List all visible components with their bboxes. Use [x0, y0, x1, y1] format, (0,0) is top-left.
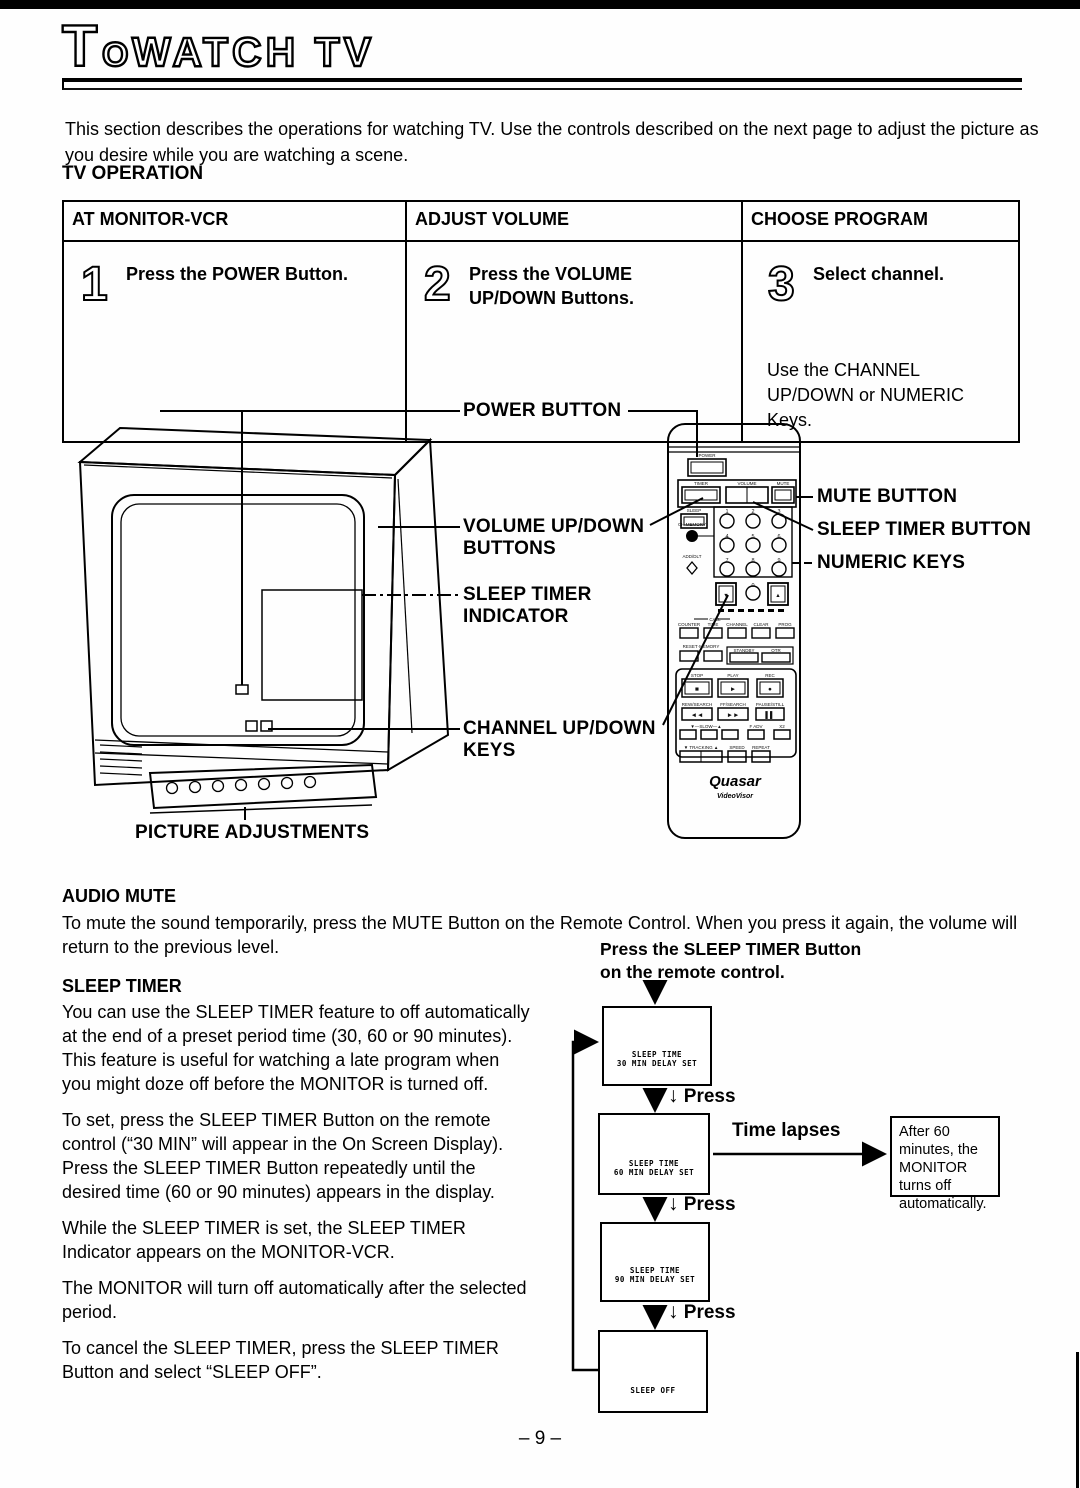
osd-line1: SLEEP TIME [631, 1050, 683, 1059]
remote-mute-label: MUTE [776, 481, 790, 486]
remote-control-drawing [668, 424, 800, 838]
tv-remote-diagram [0, 395, 1080, 880]
rew-icon: ◄◄ [690, 712, 704, 719]
digit-0: 0 [751, 583, 755, 589]
remote-slow-label: ▼—SLOW—▲ [690, 724, 722, 729]
step-digit: 1 [81, 258, 108, 311]
channel-up-icon: ▲ [775, 593, 781, 599]
audio-mute-body: To mute the sound temporarily, press the MUTE Button on the Remote Control. When you press it again, the volume will return to the previous level. [62, 913, 1018, 957]
osd-line2: 90 MIN DELAY SET [614, 1275, 696, 1284]
digit-5: 5 [751, 534, 755, 540]
pause-icon: ▌▌ [765, 712, 775, 719]
osd-line1: SLEEP TIME [628, 1159, 680, 1168]
play-icon: ► [729, 686, 737, 693]
intro-paragraph: This section describes the operations for watching TV. Use the controls described on the next page to adjust the picture as you desire while you are watching a scene. [65, 119, 1039, 165]
flow-caption-line2: on the remote control. [600, 962, 785, 982]
press-text: Press [683, 1086, 736, 1107]
remote-prog-label: PROG [778, 622, 792, 627]
step-instruction: Select channel. [813, 264, 945, 284]
remote-stop-label: STOP [690, 673, 704, 678]
digit-1: 1 [725, 509, 729, 515]
digit-8: 8 [751, 558, 755, 564]
col-header-program: CHOOSE PROGRAM [742, 201, 1019, 241]
remote-tracking-label: ▼ TRACKING ▲ [683, 745, 719, 750]
title-letter-o: O [102, 36, 129, 74]
audio-mute-heading: AUDIO MUTE [62, 886, 176, 906]
callout-volume-updown: VOLUME UP/DOWN BUTTONS [463, 516, 645, 559]
down-arrow-icon: ↓ [668, 1192, 679, 1215]
scan-edge-mark [1076, 1352, 1079, 1488]
timer-result-note: After 60 minutes, the MONITOR turns off automatically. [890, 1116, 1000, 1197]
osd-screen-sleep-off [598, 1330, 708, 1413]
sleep-timer-paragraph: The MONITOR will turn off automatically after the selected period. [62, 1278, 527, 1322]
remote-f-adv-label: F ADV [749, 724, 763, 729]
osd-line1: SLEEP OFF [630, 1386, 676, 1395]
sleep-timer-heading: SLEEP TIMER [62, 976, 182, 996]
osd-screen-30min [602, 1006, 712, 1086]
osd-line1: SLEEP TIME [629, 1266, 681, 1275]
digit-9: 9 [777, 558, 781, 564]
remote-otr-label: OTR [771, 648, 781, 653]
remote-timer-label: TIMER [694, 481, 708, 486]
callout-sleep-timer-indicator: SLEEP TIMER INDICATOR [463, 584, 592, 627]
digit-2: 2 [751, 509, 755, 515]
remote-ch-memory-label: CH MEMORY [678, 522, 706, 527]
callout-picture-adjustments: PICTURE ADJUSTMENTS [135, 822, 370, 843]
sleep-timer-paragraph: To cancel the SLEEP TIMER, press the SLEEP TIMER Button and select “SLEEP OFF”. [62, 1338, 499, 1382]
channel-down-icon: ▼ [723, 593, 729, 599]
remote-rec-label: REC [765, 673, 775, 678]
remote-repeat-label: REPEAT [752, 745, 770, 750]
flow-caption [600, 938, 920, 984]
osd-screen-60min [598, 1113, 710, 1195]
table-header-row [63, 201, 1019, 241]
remote-volume-label: VOLUME [737, 481, 757, 486]
remote-call-label: CALL [709, 617, 721, 622]
remote-sleep-label: SLEEP [686, 508, 702, 513]
osd-line2: 60 MIN DELAY SET [613, 1168, 695, 1177]
callout-channel-updown: CHANNEL UP/DOWN KEYS [463, 718, 656, 761]
digit-4: 4 [725, 534, 729, 540]
osd-line2: 30 MIN DELAY SET [616, 1059, 698, 1068]
sleep-timer-paragraph: To set, press the SLEEP TIMER Button on the remote control (“30 MIN” will appear in the On Screen Display). Press the SLEEP TIMER Button repeatedly until the desired time (60 or 90 minutes) appears in the display. [62, 1110, 504, 1202]
remote-brand-sub: VideoVisor [716, 793, 754, 800]
remote-time-label: TIME [707, 622, 719, 627]
press-label [668, 1084, 736, 1108]
digit-3: 3 [777, 509, 781, 515]
remote-ff-label: FF/SEARCH [720, 702, 746, 707]
stop-icon: ■ [695, 686, 699, 693]
title-rule [62, 78, 1022, 90]
step-number-2 [421, 254, 453, 312]
step-instruction: Press the POWER Button. [126, 264, 349, 284]
remote-power-label: POWER [698, 453, 716, 458]
press-label [668, 1192, 736, 1216]
digit-6: 6 [777, 534, 781, 540]
callout-mute-button: MUTE BUTTON [817, 486, 958, 507]
time-lapses-label: Time lapses [732, 1120, 841, 1141]
remote-add-dlt-label: ADD/DLT [682, 554, 702, 559]
down-arrow-icon: ↓ [668, 1084, 679, 1107]
rec-icon: ● [768, 686, 772, 693]
remote-brand-logo: Quasar [709, 773, 761, 790]
sleep-timer-paragraph: You can use the SLEEP TIMER feature to off automatically at the end of a preset period time (30, 60 or 90 minutes). This feature is useful for watching a late program when you might doze off before the MONITOR is turned off. [62, 1002, 530, 1094]
tv-monitor-drawing [80, 428, 448, 813]
title-letter-t: T [62, 14, 98, 78]
remote-rew-label: REW/SEARCH [681, 702, 713, 707]
osd-screen-90min [600, 1222, 710, 1302]
step-instruction: Press the VOLUME UP/DOWN Buttons. [469, 264, 634, 308]
step-note: Use the CHANNEL UP/DOWN or NUMERIC Keys. [767, 360, 964, 430]
press-text: Press [683, 1302, 736, 1323]
sleep-timer-body [62, 1000, 532, 1396]
sleep-timer-flow-diagram [560, 930, 1080, 1488]
remote-pause-label: PAUSE/STILL [755, 702, 785, 707]
down-arrow-icon: ↓ [668, 1300, 679, 1323]
page-number: – 9 – [518, 1428, 562, 1449]
remote-x2-label: X2 [779, 724, 785, 729]
diagram-artwork [0, 395, 1080, 880]
flow-caption-line1: Press the SLEEP TIMER Button [600, 939, 862, 959]
digit-7: 7 [725, 558, 729, 564]
remote-reset-memory-label: RESET·MEMORY [682, 644, 720, 649]
remote-channel-label: CHANNEL [726, 622, 748, 627]
press-text: Press [683, 1194, 736, 1215]
title-rest: WATCH TV [132, 29, 376, 75]
step-digit: 2 [424, 258, 451, 311]
sleep-timer-paragraph: While the SLEEP TIMER is set, the SLEEP TIMER Indicator appears on the MONITOR-VCR. [62, 1218, 466, 1262]
step-digit: 3 [768, 258, 795, 311]
press-label [668, 1300, 736, 1324]
remote-clear-label: CLEAR [753, 622, 769, 627]
tv-operation-heading: TV OPERATION [62, 163, 204, 184]
step-number-1 [78, 254, 110, 312]
callout-sleep-timer-button: SLEEP TIMER BUTTON [817, 519, 1032, 540]
callout-numeric-keys: NUMERIC KEYS [817, 552, 966, 573]
page-title [58, 10, 488, 78]
remote-speed-label: SPEED [729, 745, 745, 750]
remote-counter-label: COUNTER [677, 622, 701, 627]
col-header-monitor: AT MONITOR-VCR [63, 201, 406, 241]
col-header-volume: ADJUST VOLUME [406, 201, 742, 241]
ff-icon: ►► [726, 712, 740, 719]
scan-top-bar [0, 0, 1080, 9]
remote-standby-label: STANDBY [733, 648, 755, 653]
callout-power-button: POWER BUTTON [463, 400, 622, 421]
remote-play-label: PLAY [727, 673, 739, 678]
step-number-3 [765, 254, 797, 312]
